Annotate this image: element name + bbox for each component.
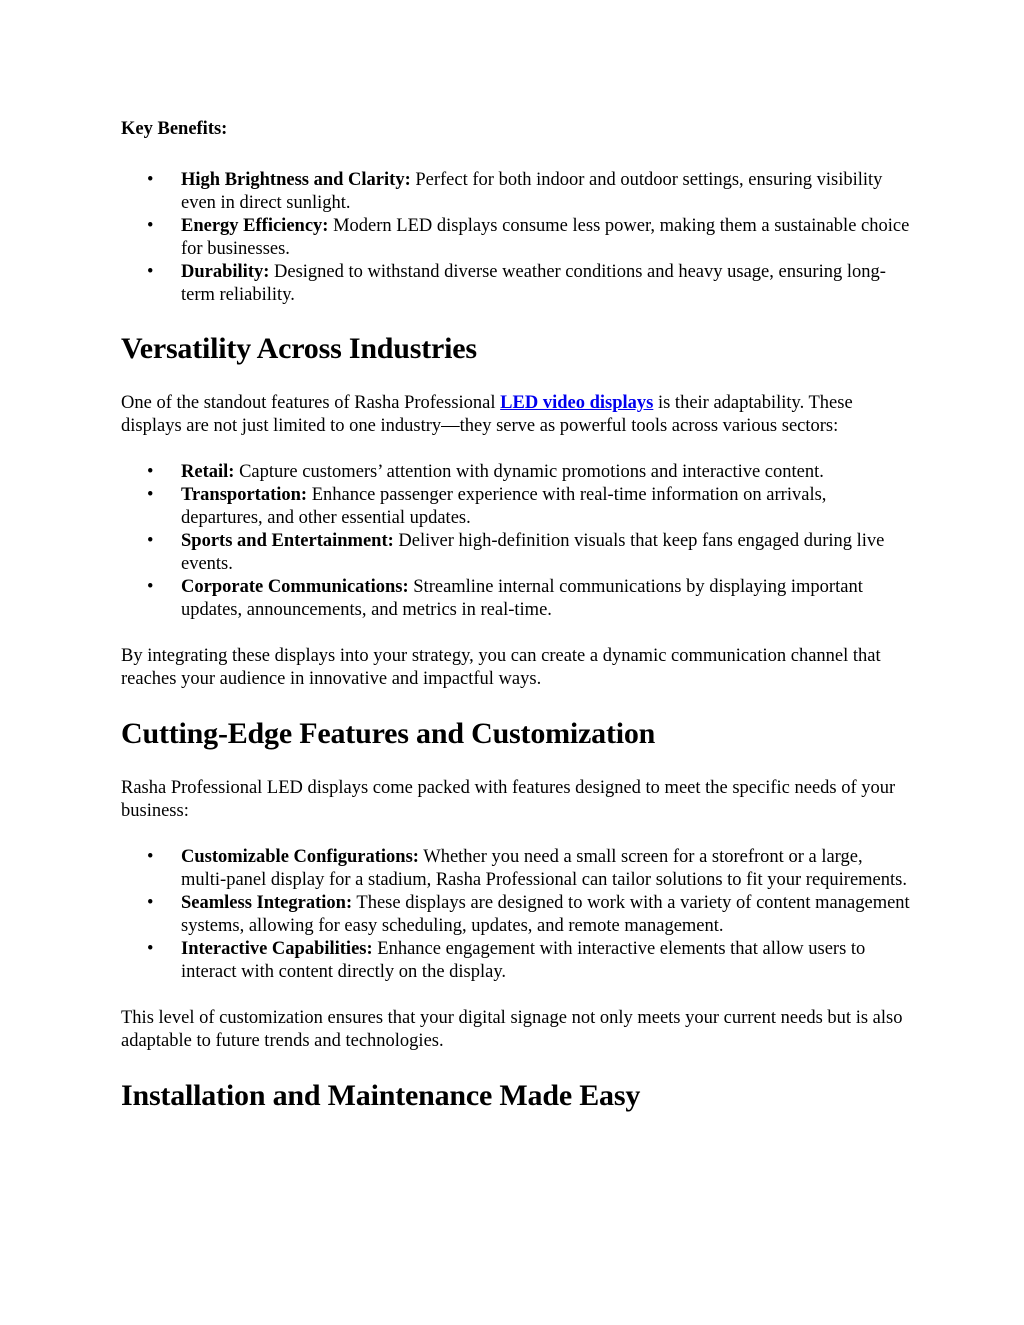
document-content: [121, 118, 911, 1113]
list-item: [121, 938, 911, 984]
key-benefits-list: [121, 169, 911, 307]
item-text: Deliver high-definition visuals that keep fans engaged during live events.: [181, 531, 885, 574]
industries-list: [121, 461, 911, 622]
item-term: Seamless Integration:: [181, 893, 353, 913]
item-text: Capture customers’ attention with dynamic promotions and interactive content.: [234, 462, 824, 482]
item-term: Corporate Communications:: [181, 577, 409, 597]
item-text: Enhance passenger experience with real-time information on arrivals, departures, and other essential updates.: [181, 485, 827, 528]
item-term: Energy Efficiency:: [181, 216, 329, 236]
intro-text-after: is their adaptability. These displays are not just limited to one industry—they serve as powerful tools across various sectors:: [121, 393, 853, 436]
item-term: Durability:: [181, 262, 270, 282]
list-item: [121, 484, 911, 530]
list-item: [121, 892, 911, 938]
item-text: Whether you need a small screen for a storefront or a large, multi-panel display for a stadium, Rasha Professional can tailor solutions to fit your requirements.: [181, 847, 907, 890]
item-text: Streamline internal communications by displaying important updates, announcements, and metrics in real-time.: [181, 577, 863, 620]
item-text: Enhance engagement with interactive elements that allow users to interact with content directly on the display.: [181, 939, 866, 982]
list-item: [121, 846, 911, 892]
list-item: [121, 530, 911, 576]
key-benefits-title: Key Benefits:: [121, 119, 228, 139]
list-item: [121, 169, 911, 215]
intro-text-before: One of the standout features of Rasha Professional: [121, 393, 501, 413]
list-item: [121, 215, 911, 261]
item-term: Transportation:: [181, 485, 308, 505]
item-text: These displays are designed to work with a variety of content management systems, allowing for easy scheduling, updates, and remote management.: [181, 893, 910, 936]
features-heading: Cutting-Edge Features and Customization: [121, 717, 656, 750]
led-video-displays-link[interactable]: LED video displays: [500, 393, 654, 413]
versatility-heading: Versatility Across Industries: [121, 332, 477, 365]
versatility-intro: [121, 392, 911, 438]
features-intro: Rasha Professional LED displays come packed with features designed to meet the specific needs of your business:: [121, 778, 896, 821]
list-item: [121, 261, 911, 307]
item-term: Sports and Entertainment:: [181, 531, 394, 551]
item-term: Retail:: [181, 462, 235, 482]
item-text: Perfect for both indoor and outdoor settings, ensuring visibility even in direct sunlight.: [181, 170, 883, 213]
item-term: High Brightness and Clarity:: [181, 170, 411, 190]
features-list: [121, 846, 911, 984]
versatility-closing: By integrating these displays into your strategy, you can create a dynamic communication channel that reaches your audience in innovative and impactful ways.: [121, 646, 881, 689]
features-closing: This level of customization ensures that your digital signage not only meets your current needs but is also adaptable to future trends and technologies.: [121, 1008, 903, 1051]
installation-heading: Installation and Maintenance Made Easy: [121, 1079, 641, 1112]
item-term: Customizable Configurations:: [181, 847, 419, 867]
item-term: Interactive Capabilities:: [181, 939, 373, 959]
list-item: [121, 576, 911, 622]
item-text: Modern LED displays consume less power, making them a sustainable choice for businesses.: [181, 216, 910, 259]
item-text: Designed to withstand diverse weather conditions and heavy usage, ensuring long-term reliability.: [181, 262, 886, 305]
list-item: [121, 461, 911, 484]
